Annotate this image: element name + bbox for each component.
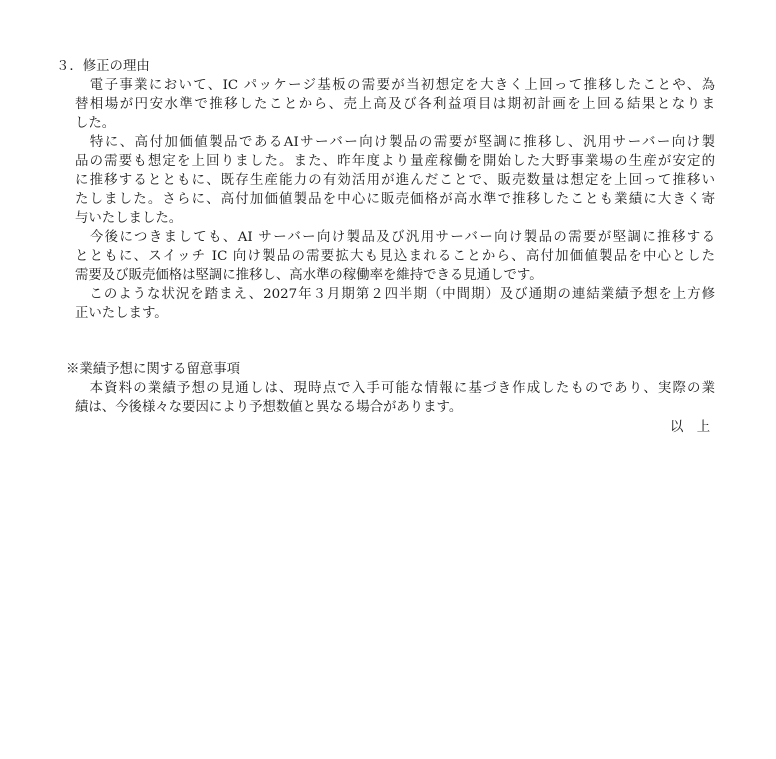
notes-heading: ※業績予想に関する留意事項 bbox=[66, 362, 241, 377]
body-line: 与いたしました。 bbox=[75, 211, 183, 226]
body-line: 品の需要も想定を上回りました。また、昨年度より量産稼働を開始した大野事業場の生産が安定的 bbox=[75, 154, 715, 169]
body-line: した。 bbox=[75, 116, 116, 131]
body-line: たしました。さらに、高付加価値製品を中心に販売価格が高水準で推移したことも業績に大きく寄 bbox=[75, 192, 715, 207]
notes-line: 本資料の業績予想の見通しは、現時点で入手可能な情報に基づき作成したものであり、実際の業 bbox=[75, 381, 715, 396]
body-line: 正いたします。 bbox=[75, 306, 168, 321]
body-line: に推移するとともに、既存生産能力の有効活用が進んだことで、販売数量は想定を上回って推移い bbox=[75, 173, 715, 188]
body-line: とともに、スイッチ IC 向け製品の需要拡大も見込まれることから、高付加価値製品を中心とした bbox=[75, 249, 715, 264]
body-line: 電子事業において、IC パッケージ基板の需要が当初想定を大きく上回って推移したことや、為 bbox=[75, 78, 715, 93]
body-line: 替相場が円安水準で推移したことから、売上高及び各利益項目は期初計画を上回る結果となりま bbox=[75, 97, 715, 112]
body-line: 需要及び販売価格は堅調に推移し、高水準の稼働率を維持できる見通しです。 bbox=[75, 268, 543, 283]
body-line: このような状況を踏まえ、2027年３月期第２四半期（中間期）及び通期の連結業績予想を上方修 bbox=[75, 287, 715, 302]
section-heading: ３．修正の理由 bbox=[56, 59, 150, 74]
closing-text: 以 上 bbox=[670, 420, 711, 435]
body-line: 今後につきましても、AI サーバー向け製品及び汎用サーバー向け製品の需要が堅調に推移する bbox=[75, 230, 715, 245]
notes-line: 績は、今後様々な要因により予想数値と異なる場合があります。 bbox=[75, 400, 463, 415]
body-line: 特に、高付加価値製品であるAIサーバー向け製品の需要が堅調に推移し、汎用サーバー向け製 bbox=[75, 135, 715, 150]
